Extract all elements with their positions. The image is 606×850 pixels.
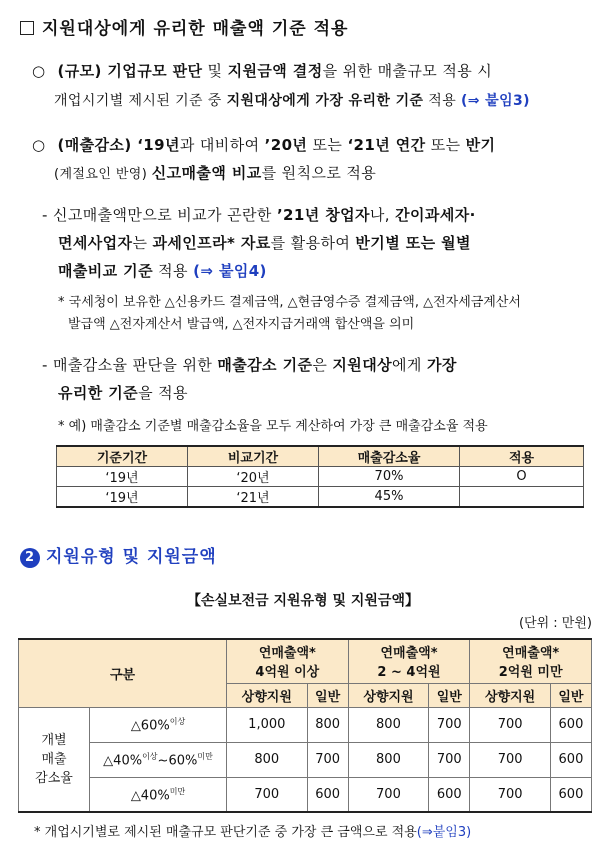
table-header: 비교기간 [188,446,319,467]
bullet-scale: ○ (규모) 기업규모 판단 및 지원금액 결정을 위한 매출규모 적용 시 [32,62,493,80]
row-label: △40%$^{이상}$~60%$^{미만}$ [90,742,227,777]
table-header: 일반 [550,683,591,707]
table-header: 상향지원 [348,683,429,707]
table-cell: ‘21년 [188,487,319,508]
dash-item-criteria: - 매출감소율 판단을 위한 매출감소 기준은 지원대상에게 가장 [42,356,457,374]
table-row [19,707,592,742]
table-row [57,467,584,487]
number-badge: 2 [20,548,40,568]
footnote-tax-infra: * 국세청이 보유한 △신용카드 결제금액, △현금영수증 결제금액, △전자세금계산서 [58,295,521,310]
bullet-sales-decline-line2: (계절요인 반영) 신고매출액 비교를 원칙으로 적용 [54,164,377,182]
example-note: * 예) 매출감소 기준별 매출감소율을 모두 계산하여 가장 큰 매출감소율 적용 [58,419,488,434]
table-cell: ‘19년 [57,487,188,508]
table-cell: 700 [429,742,470,777]
table-cell: 700 [429,707,470,742]
table-cell: 700 [470,742,551,777]
checkbox-icon [20,21,34,35]
table-header-row [57,446,584,467]
section-heading: 지원대상에게 유리한 매출액 기준 적용 [20,14,348,39]
table-row [19,777,592,812]
row-group-label: 개별 매출 감소율 [19,707,90,812]
support-amount-table [18,638,592,813]
bullet-scale-line2: 개업시기별 제시된 기준 중 지원대상에게 가장 유리한 기준 적용 (⇒ 붙임3) [54,93,530,109]
row-label: △40%$^{미만}$ [90,777,227,812]
table-row [57,487,584,508]
example-table [56,445,584,508]
table-header: 연매출액* 2억원 미만 [470,639,592,683]
table-cell: 1,000 [227,707,308,742]
table-row [19,742,592,777]
table-header: 연매출액* 2 ~ 4억원 [348,639,470,683]
section2-heading: 2 지원유형 및 지원금액 [20,542,217,568]
dash-item-startups-line2: 면세사업자는 과세인프라* 자료를 활용하여 반기별 또는 월별 [58,234,471,252]
footnote-tax-infra-line2: 발급액 △전자계산서 발급액, △전자지급거래액 합산액을 의미 [68,317,415,332]
table-cell: 700 [307,742,348,777]
table-footnote: * 개업시기별로 제시된 매출규모 판단기준 중 가장 큰 금액으로 적용(⇒붙임3) [34,825,472,840]
table-cell: 700 [470,777,551,812]
table-header: 연매출액* 4억원 이상 [227,639,349,683]
table-cell: 800 [348,742,429,777]
table-cell: 800 [307,707,348,742]
table-cell: 45% [319,487,460,508]
table-cell: O [460,467,584,487]
table-cell: 600 [550,742,591,777]
row-label: △60%$^{이상}$ [90,707,227,742]
dash-item-criteria-line2: 유리한 기준을 적용 [58,384,188,402]
table-cell: 70% [319,467,460,487]
table-cell: 800 [227,742,308,777]
table-cell: 700 [227,777,308,812]
table-title: 【손실보전금 지원유형 및 지원금액】 [187,593,419,609]
table-cell: 700 [470,707,551,742]
unit-label: (단위 : 만원) [518,616,592,631]
table-cell: 600 [550,707,591,742]
table-cell: 600 [429,777,470,812]
table-header: 매출감소율 [319,446,460,467]
table-cell: 800 [348,707,429,742]
table-cell: 600 [550,777,591,812]
table-header: 적용 [460,446,584,467]
appendix-link[interactable]: (⇒ 붙임3) [460,93,530,109]
dash-item-startups-line3: 매출비교 기준 적용 (⇒ 붙임4) [58,262,267,280]
dash-item-startups: - 신고매출액만으로 비교가 곤란한 ’21년 창업자나, 간이과세자· [42,206,476,224]
appendix-link[interactable]: (⇒붙임3) [416,825,472,840]
table-cell: 600 [307,777,348,812]
table-header: 일반 [307,683,348,707]
table-cell: 700 [348,777,429,812]
appendix-link[interactable]: (⇒ 붙임4) [193,262,267,280]
table-header-row [19,639,592,683]
table-header: 일반 [429,683,470,707]
table-header: 기준기간 [57,446,188,467]
table-cell [460,487,584,508]
table-cell: ‘19년 [57,467,188,487]
table-header: 상향지원 [227,683,308,707]
table-header: 구분 [19,639,227,707]
table-cell: ‘20년 [188,467,319,487]
bullet-sales-decline: ○ (매출감소) ‘19년과 대비하여 ’20년 또는 ‘21년 연간 또는 반기 [32,136,496,154]
table-header: 상향지원 [470,683,551,707]
